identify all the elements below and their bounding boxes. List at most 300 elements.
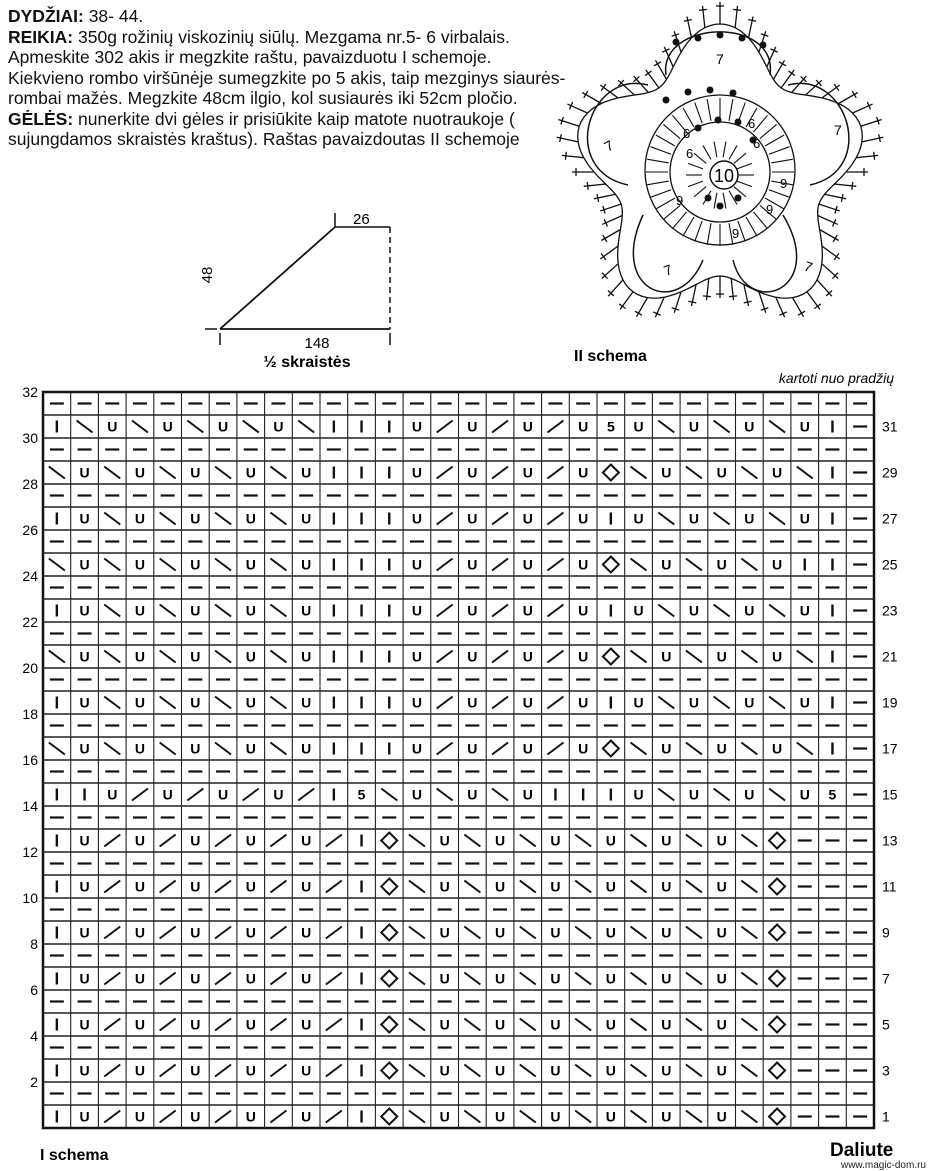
flower-stitch bbox=[620, 292, 633, 310]
needs-line bbox=[8, 27, 568, 48]
decrease-left-symbol bbox=[409, 973, 425, 985]
decrease-left-symbol bbox=[160, 743, 176, 755]
decrease-left-symbol bbox=[215, 697, 231, 709]
chart-symbol-text: U bbox=[661, 1016, 672, 1033]
petal-number: 9 bbox=[732, 226, 740, 241]
decrease-right-symbol bbox=[160, 1111, 176, 1123]
chart-symbol-text: U bbox=[301, 1016, 312, 1033]
decrease-left-symbol bbox=[741, 467, 757, 479]
decrease-right-symbol bbox=[187, 789, 203, 801]
chart-symbol-text: U bbox=[661, 556, 672, 573]
decrease-left-symbol bbox=[741, 1019, 757, 1031]
decrease-left-symbol bbox=[575, 927, 591, 939]
flower-inner-stitch bbox=[672, 212, 686, 229]
chart-caption: I schema bbox=[40, 1147, 109, 1164]
decrease-left-symbol bbox=[686, 881, 702, 893]
flower-inner-stitch bbox=[650, 147, 671, 155]
chart-symbol-text: U bbox=[190, 740, 201, 757]
decrease-left-symbol bbox=[658, 513, 674, 525]
chart-symbol-text: U bbox=[245, 924, 256, 941]
chart-symbol-text: U bbox=[578, 556, 589, 573]
chart-symbol-text: U bbox=[744, 694, 755, 711]
decrease-left-symbol bbox=[187, 421, 203, 433]
chart-symbol-text: U bbox=[744, 510, 755, 527]
chart-symbol-text: U bbox=[245, 648, 256, 665]
diamond-symbol bbox=[381, 833, 397, 849]
needs-label: REIKIA: bbox=[8, 26, 74, 47]
flower-stitch-cross bbox=[703, 296, 711, 297]
flower-stitch-cross bbox=[874, 152, 875, 160]
decrease-left-symbol bbox=[686, 1019, 702, 1031]
row-label-left: 16 bbox=[22, 752, 38, 768]
chart-symbol-text: U bbox=[578, 418, 589, 435]
cast-on-text: Apmeskite 302 akis ir megzkite raštu, pavaizduotu I schemoje. Kiekvieno rombo viršūnėje sumegzkite po 5 akis, taip mezginys siaurės- rombai mažės. Megzkite 48cm ilgio, kol susiaurės iki 52cm pločio. bbox=[8, 47, 566, 108]
chart-symbol-text: U bbox=[522, 740, 533, 757]
row-label-right: 1 bbox=[882, 1108, 890, 1125]
flower-petals bbox=[588, 32, 849, 292]
chart-symbol-text: U bbox=[411, 602, 423, 619]
flower-stitch bbox=[600, 85, 618, 98]
flower-stitch-cross bbox=[833, 235, 837, 242]
decrease-left-symbol bbox=[104, 467, 120, 479]
flower-stitch-cross bbox=[814, 304, 820, 309]
flower-center-stitch bbox=[723, 142, 726, 158]
decrease-left-symbol bbox=[658, 697, 674, 709]
chart-symbol-text: U bbox=[467, 510, 478, 527]
flower-stitch-cross bbox=[733, 9, 741, 10]
chart-symbol-text: U bbox=[79, 464, 90, 481]
petal-number: 7 bbox=[601, 136, 617, 155]
row-label-right: 27 bbox=[882, 510, 898, 527]
row-label-left: 22 bbox=[22, 614, 38, 630]
flower-inner-stitch bbox=[647, 159, 669, 163]
chart-symbol-text: U bbox=[633, 602, 644, 619]
chart-symbol-text: U bbox=[439, 1108, 450, 1125]
chart-symbol-text: U bbox=[411, 648, 423, 665]
flower-center-stitch bbox=[688, 181, 703, 186]
decrease-left-symbol bbox=[409, 927, 425, 939]
flower-stitch-cross bbox=[587, 182, 588, 190]
flower-inner-stitch bbox=[769, 147, 790, 155]
chart-symbol-text: U bbox=[605, 1062, 616, 1079]
decrease-left-symbol bbox=[215, 513, 231, 525]
chart-symbol-text: U bbox=[744, 786, 755, 803]
chart-symbol-text: U bbox=[550, 924, 561, 941]
chart-symbol-text: U bbox=[771, 464, 783, 481]
chart-symbol-text: U bbox=[439, 1062, 450, 1079]
chart-symbol-text: U bbox=[107, 786, 118, 803]
chart-symbol-text: U bbox=[578, 740, 589, 757]
chart-symbol-text: U bbox=[301, 694, 312, 711]
flower-stitch bbox=[781, 70, 794, 88]
chart-symbol-text: U bbox=[799, 786, 810, 803]
decrease-left-symbol bbox=[464, 1019, 480, 1031]
row-label-left: 18 bbox=[22, 706, 38, 722]
flower-center-stitch bbox=[734, 153, 746, 163]
chart-symbol-text: U bbox=[79, 694, 90, 711]
flower-stitch bbox=[822, 246, 840, 259]
diamond-symbol bbox=[769, 833, 785, 849]
schematic-height: 48 bbox=[199, 266, 216, 284]
sizes-label: DYDŽIAI: bbox=[8, 6, 84, 26]
chart-symbol-text: U bbox=[661, 832, 672, 849]
decrease-right-symbol bbox=[326, 835, 342, 847]
decrease-left-symbol bbox=[631, 835, 647, 847]
decrease-right-symbol bbox=[270, 881, 286, 893]
decrease-right-symbol bbox=[492, 559, 508, 571]
flower-stitch bbox=[822, 264, 838, 279]
decrease-left-symbol bbox=[104, 743, 120, 755]
decrease-left-symbol bbox=[714, 789, 730, 801]
chart-symbol-text: U bbox=[190, 694, 201, 711]
petal-number-center: 10 bbox=[713, 166, 735, 186]
flower-center-stitch bbox=[729, 146, 737, 160]
chart-symbol-text: U bbox=[190, 556, 201, 573]
diamond-symbol bbox=[381, 1109, 397, 1125]
chart-symbol-text: U bbox=[494, 1016, 506, 1033]
diamond-symbol bbox=[603, 649, 619, 665]
chart-symbol-text: U bbox=[134, 740, 146, 757]
decrease-right-symbol bbox=[547, 743, 563, 755]
chart-symbol-text: U bbox=[522, 786, 533, 803]
decrease-right-symbol bbox=[492, 513, 508, 525]
decrease-right-symbol bbox=[160, 1065, 176, 1077]
decrease-left-symbol bbox=[464, 927, 480, 939]
chart-symbol-text: U bbox=[107, 418, 118, 435]
chart-symbol-text: U bbox=[411, 464, 423, 481]
decrease-right-symbol bbox=[437, 743, 453, 755]
decrease-right-symbol bbox=[492, 697, 508, 709]
chart-symbol-text: U bbox=[79, 602, 90, 619]
flower-stitch-cross bbox=[560, 134, 562, 142]
chart-symbol-text: U bbox=[494, 924, 506, 941]
chart-symbol-text: U bbox=[522, 418, 533, 435]
decrease-left-symbol bbox=[520, 1065, 536, 1077]
chart-symbol-text: U bbox=[550, 1062, 561, 1079]
row-label-left: 26 bbox=[22, 522, 38, 538]
decrease-left-symbol bbox=[520, 973, 536, 985]
petal-number: 6 bbox=[683, 126, 691, 141]
decrease-left-symbol bbox=[575, 881, 591, 893]
flower-inner-stitch bbox=[663, 124, 680, 138]
flower-stitch-cross bbox=[748, 20, 756, 22]
chart-symbol-text: U bbox=[633, 418, 644, 435]
decrease-left-symbol bbox=[686, 973, 702, 985]
decrease-right-symbol bbox=[104, 973, 120, 985]
chart-symbol-text: U bbox=[245, 1108, 256, 1125]
chart-symbol-text: U bbox=[79, 1062, 90, 1079]
row-label-right: 5 bbox=[882, 1016, 890, 1033]
row-label-left: 14 bbox=[22, 798, 38, 814]
flower-stitch-cross bbox=[834, 84, 839, 90]
chart-symbol-text: U bbox=[217, 786, 229, 803]
chart-symbol-text: U bbox=[550, 1108, 561, 1125]
schematic-top-width: 26 bbox=[353, 211, 370, 228]
decrease-left-symbol bbox=[631, 881, 647, 893]
petal-number: 6 bbox=[753, 136, 761, 151]
flower-stitch-cross bbox=[584, 91, 588, 98]
decrease-left-symbol bbox=[769, 513, 785, 525]
chart-symbol-text: U bbox=[799, 602, 810, 619]
chart-symbol-text: U bbox=[522, 694, 533, 711]
petal-number: 9 bbox=[766, 202, 774, 217]
petal-number: 9 bbox=[676, 193, 684, 208]
flower-inner-stitch bbox=[765, 135, 784, 146]
decrease-left-symbol bbox=[160, 513, 176, 525]
decrease-left-symbol bbox=[575, 1019, 591, 1031]
decrease-right-symbol bbox=[215, 1111, 231, 1123]
decrease-left-symbol bbox=[769, 421, 785, 433]
chart-symbol-text: U bbox=[716, 878, 727, 895]
decrease-right-symbol bbox=[104, 927, 120, 939]
chart-symbol-text: U bbox=[190, 464, 201, 481]
decrease-right-symbol bbox=[215, 835, 231, 847]
flower-inner-stitch bbox=[683, 217, 694, 236]
flower-stitch-cross bbox=[601, 253, 606, 259]
flower-stitch-cross bbox=[684, 20, 692, 22]
chart-symbol-text: U bbox=[190, 970, 201, 987]
decrease-left-symbol bbox=[631, 973, 647, 985]
decrease-left-symbol bbox=[714, 421, 730, 433]
chart-symbol-text: U bbox=[190, 510, 201, 527]
chart-symbol-text: U bbox=[411, 694, 423, 711]
chart-symbol-text: U bbox=[688, 786, 700, 803]
decrease-left-symbol bbox=[686, 927, 702, 939]
row-label-right: 17 bbox=[882, 740, 898, 757]
decrease-left-symbol bbox=[270, 605, 286, 617]
decrease-right-symbol bbox=[160, 973, 176, 985]
diamond-symbol bbox=[381, 925, 397, 941]
flower-dot bbox=[685, 89, 692, 96]
decrease-left-symbol bbox=[741, 881, 757, 893]
decrease-left-symbol bbox=[298, 421, 314, 433]
diamond-symbol bbox=[769, 1017, 785, 1033]
chart-symbol-text: U bbox=[245, 1062, 256, 1079]
decrease-right-symbol bbox=[492, 421, 508, 433]
row-label-left: 12 bbox=[22, 844, 38, 860]
decrease-right-symbol bbox=[437, 421, 453, 433]
chart-symbol-text: U bbox=[467, 786, 478, 803]
decrease-left-symbol bbox=[658, 789, 674, 801]
decrease-left-symbol bbox=[631, 559, 647, 571]
decrease-left-symbol bbox=[769, 789, 785, 801]
flower-center-stitch bbox=[714, 142, 717, 158]
chart-symbol-text: U bbox=[301, 602, 312, 619]
chart-right-row-labels bbox=[882, 419, 898, 1125]
decrease-left-symbol bbox=[409, 1019, 425, 1031]
chart-symbol-text: U bbox=[661, 740, 672, 757]
petal-number: 6 bbox=[748, 116, 756, 131]
petal-number: 6 bbox=[686, 146, 694, 161]
chart-symbol-text: U bbox=[134, 1016, 146, 1033]
decrease-right-symbol bbox=[270, 1019, 286, 1031]
decrease-left-symbol bbox=[769, 697, 785, 709]
row-label-right: 25 bbox=[882, 556, 898, 573]
needs-value: 350g rožinių viskozinių siūlų. Mezgama nr.5- 6 virbalais. bbox=[78, 26, 510, 47]
decrease-right-symbol bbox=[437, 605, 453, 617]
chart-symbol-text: U bbox=[661, 924, 672, 941]
chart-symbol-text: U bbox=[439, 878, 450, 895]
chart-symbol-text: U bbox=[494, 1062, 506, 1079]
chart-symbol-text: U bbox=[771, 740, 783, 757]
chart-symbol-text: U bbox=[301, 556, 312, 573]
chart-symbol-text: U bbox=[605, 832, 616, 849]
chart-symbol-text: U bbox=[301, 924, 312, 941]
petal-number: 9 bbox=[780, 176, 788, 191]
chart-symbol-text: U bbox=[688, 694, 700, 711]
flower-center-stitch bbox=[688, 163, 703, 168]
diamond-symbol bbox=[769, 971, 785, 987]
flower-dot bbox=[717, 32, 724, 39]
chart-symbol-text: U bbox=[688, 602, 700, 619]
decrease-left-symbol bbox=[631, 927, 647, 939]
flower-inner-stitch bbox=[760, 124, 777, 138]
chart-symbol-text: U bbox=[578, 602, 589, 619]
decrease-left-symbol bbox=[215, 651, 231, 663]
decrease-left-symbol bbox=[492, 789, 508, 801]
chart-symbol-text: U bbox=[190, 924, 201, 941]
decrease-left-symbol bbox=[49, 651, 65, 663]
flowers-value: nunerkite dvi gėles ir prisiūkite kaip matote nuotraukoje ( sujungdamos skraistės kraštus). Raštas pavaizdoutas II schemoje bbox=[8, 108, 520, 149]
chart-symbol-text: U bbox=[190, 1062, 201, 1079]
decrease-left-symbol bbox=[270, 743, 286, 755]
flower-stitch bbox=[601, 230, 620, 241]
decrease-right-symbol bbox=[215, 881, 231, 893]
decrease-left-symbol bbox=[658, 605, 674, 617]
decrease-right-symbol bbox=[547, 651, 563, 663]
chart-symbol-text: U bbox=[79, 556, 90, 573]
chart-symbol-text: U bbox=[245, 556, 256, 573]
decrease-right-symbol bbox=[215, 1065, 231, 1077]
decrease-left-symbol bbox=[104, 559, 120, 571]
decrease-left-symbol bbox=[270, 651, 286, 663]
chart-symbol-text: U bbox=[134, 1108, 146, 1125]
chart-symbol-text: U bbox=[467, 556, 478, 573]
decrease-left-symbol bbox=[741, 835, 757, 847]
decrease-left-symbol bbox=[160, 697, 176, 709]
schematic-caption: ½ skraistės bbox=[263, 354, 351, 371]
decrease-left-symbol bbox=[520, 927, 536, 939]
chart-symbol-text: U bbox=[550, 970, 561, 987]
chart-symbol-text: U bbox=[217, 418, 229, 435]
flower-caption: II schema bbox=[574, 348, 647, 365]
decrease-left-symbol bbox=[215, 743, 231, 755]
chart-symbol-text: U bbox=[411, 556, 423, 573]
decrease-left-symbol bbox=[631, 467, 647, 479]
decrease-right-symbol bbox=[298, 789, 314, 801]
chart-symbol-text: U bbox=[716, 740, 727, 757]
chart-symbol-text: U bbox=[605, 1108, 616, 1125]
decrease-right-symbol bbox=[160, 927, 176, 939]
decrease-right-symbol bbox=[104, 881, 120, 893]
flower-dot bbox=[663, 97, 670, 104]
chart-symbol-text: U bbox=[578, 694, 589, 711]
decrease-left-symbol bbox=[631, 1065, 647, 1077]
chart-symbol-text: U bbox=[301, 1062, 312, 1079]
flower-stitch bbox=[600, 246, 618, 259]
decrease-right-symbol bbox=[270, 1065, 286, 1077]
decrease-right-symbol bbox=[437, 651, 453, 663]
chart-symbol-text: U bbox=[716, 832, 727, 849]
chart-symbol-text: U bbox=[799, 510, 810, 527]
decrease-left-symbol bbox=[215, 559, 231, 571]
chart-symbol-text: U bbox=[578, 464, 589, 481]
chart-symbol-text: U bbox=[605, 878, 616, 895]
decrease-left-symbol bbox=[658, 421, 674, 433]
decrease-left-symbol bbox=[686, 559, 702, 571]
decrease-left-symbol bbox=[104, 697, 120, 709]
chart-symbol-text: U bbox=[134, 694, 146, 711]
flower-stitch bbox=[807, 292, 820, 310]
decrease-left-symbol bbox=[409, 881, 425, 893]
decrease-left-symbol bbox=[49, 559, 65, 571]
chart-symbol-text: U bbox=[771, 648, 783, 665]
decrease-left-symbol bbox=[797, 651, 813, 663]
flower-center-stitch bbox=[694, 187, 706, 197]
decrease-left-symbol bbox=[769, 605, 785, 617]
decrease-left-symbol bbox=[520, 1111, 536, 1123]
chart-symbol-text: U bbox=[245, 510, 256, 527]
flower-stitch-cross bbox=[729, 296, 737, 297]
chart-symbol-text: U bbox=[190, 1108, 201, 1125]
chart-symbol-text: U bbox=[744, 418, 755, 435]
decrease-left-symbol bbox=[464, 1111, 480, 1123]
flower-dot bbox=[735, 195, 742, 202]
flower-stitch bbox=[773, 60, 784, 79]
flower-stitch bbox=[582, 93, 601, 104]
decrease-right-symbol bbox=[215, 973, 231, 985]
flower-inner-stitch bbox=[707, 99, 711, 121]
decrease-left-symbol bbox=[797, 467, 813, 479]
flower-stitch bbox=[820, 230, 839, 241]
decrease-left-symbol bbox=[270, 467, 286, 479]
decrease-left-symbol bbox=[464, 973, 480, 985]
chart-symbol-text: U bbox=[190, 878, 201, 895]
decrease-left-symbol bbox=[464, 1065, 480, 1077]
decrease-right-symbol bbox=[215, 927, 231, 939]
decrease-left-symbol bbox=[686, 1065, 702, 1077]
flower-stitch bbox=[636, 298, 647, 317]
flower-center-stitch bbox=[737, 181, 752, 186]
flower-inner-stitch bbox=[746, 217, 757, 236]
chart-symbol-text: U bbox=[688, 510, 700, 527]
chart-symbol-text: 5 bbox=[606, 418, 615, 435]
row-label-left: 6 bbox=[30, 982, 38, 998]
petal-number: 7 bbox=[801, 257, 815, 276]
petal-number: 7 bbox=[834, 122, 842, 138]
diamond-symbol bbox=[769, 879, 785, 895]
chart-symbol-text: U bbox=[467, 740, 478, 757]
flower-inner-stitch bbox=[729, 99, 733, 121]
chart-symbol-text: U bbox=[661, 970, 672, 987]
chart-symbol-text: U bbox=[716, 1062, 727, 1079]
chart-symbol-text: U bbox=[550, 832, 561, 849]
chart-symbol-text: U bbox=[494, 878, 506, 895]
decrease-right-symbol bbox=[215, 1019, 231, 1031]
chart-symbol-text: U bbox=[467, 464, 478, 481]
flower-dot bbox=[715, 117, 722, 124]
decrease-right-symbol bbox=[492, 467, 508, 479]
chart-symbol-text: U bbox=[605, 970, 616, 987]
decrease-left-symbol bbox=[741, 973, 757, 985]
chart-symbol-text: U bbox=[134, 832, 146, 849]
decrease-left-symbol bbox=[686, 743, 702, 755]
decrease-left-symbol bbox=[464, 881, 480, 893]
decrease-left-symbol bbox=[215, 467, 231, 479]
chart-symbol-text: U bbox=[134, 970, 146, 987]
chart-symbol-text: U bbox=[79, 740, 90, 757]
decrease-left-symbol bbox=[741, 651, 757, 663]
